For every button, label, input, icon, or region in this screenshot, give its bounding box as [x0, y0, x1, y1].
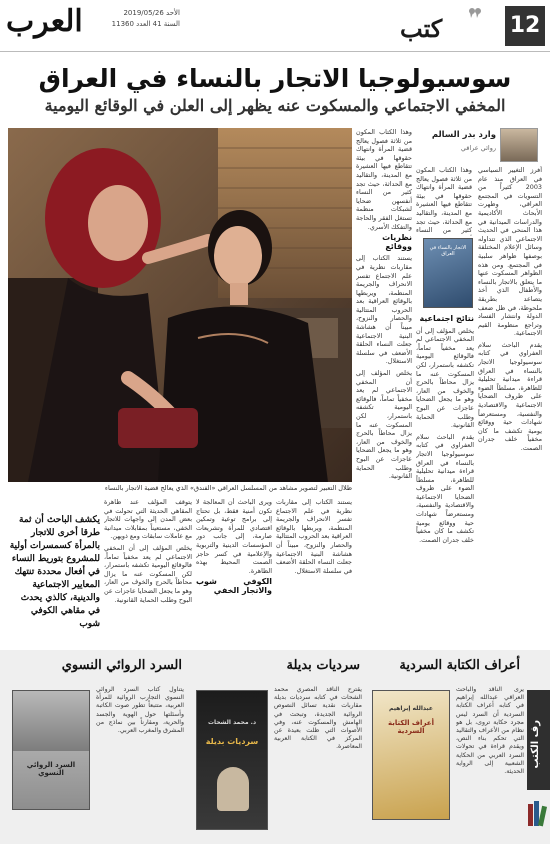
article-column-3	[356, 128, 412, 636]
bookshelf-tab	[527, 690, 550, 790]
article-paragraph: ويرى الباحث أن المعالجة لا تكون أمنية فقط، بل تحتاج إلى برامج توعية وتمكين اقتصادي للمرأة وتشريعات صارمة، إلى جانب دور المؤسسات الدينية والتربوية والإعلامية في كسر حاجز الصمت المحيط بهذه الظاهرة.	[196, 498, 272, 575]
issue-date: الأحد 2019/05/26	[123, 9, 180, 17]
section-subheading: نتائج اجتماعية	[419, 314, 474, 323]
book-cover-title: سرديات بديلة	[205, 737, 259, 746]
article-paragraph: يقدم الباحث سلام العفراوي في كتابه سوسيولوجيا الاتجار بالنساء في العراق قراءة ميدانية تحليلية للظاهرة، مسلطاً الضوء على ظروف الضحايا الاجتماعية والاقتصادية والنفسية، ومستعرضاً شهادات حية ووقائع يومية تكشف ما كان مخفياً خلف جدران الصمت.	[416, 432, 474, 544]
book-cover-1	[372, 690, 450, 820]
article-photo	[8, 128, 352, 482]
quote-icon	[468, 6, 482, 20]
author-role: روائي عراقي	[460, 144, 496, 152]
author-name: وارد بدر السالم	[431, 130, 496, 140]
article-column-2b	[416, 312, 474, 636]
book-cover-title: السرد الروائي النسوي	[26, 761, 76, 777]
makeup-scene-illustration	[8, 128, 352, 482]
bookshelf-text-2: يقترح الناقد المصري محمد الشحات في كتابه سرديات بديلة مقاربات نقدية تسائل النصوص الروائية الجديدة، وتبحث في الهامش والمسكوت عنه، وفي الأصوات التي ظلت بعيدة عن المركز في الكتابة العربية المعاصرة.	[274, 686, 362, 751]
article-paragraph: يستند الكتاب إلى مقاربات نظرية في علم الاجتماع تفسر الانحراف والجريمة المنظمة، ويربطها بالوقائع العراقية بعد الحروب المتتالية والحصار والنزوح، مبيناً أن هشاشة البنية الاجتماعية جعلت النساء الحلقة الأضعف في سلسلة الاستغلال.	[356, 254, 412, 366]
article-paragraph: يتوقف المؤلف عند ظاهرة المقاهي الحديثة التي تحولت في بعض المدن إلى واجهات للاتجار الخفي، مستعيناً بمقابلات ميدانية مع عاملات سابقات ومع ذويهن.	[104, 498, 192, 541]
book-cover-figure	[217, 767, 249, 811]
article-subhead: المخفي الاجتماعي والمسكوت عنه يظهر إلى العلن في الوقائع اليومية	[44, 96, 506, 115]
book-cover-author: د. محمد الشحات	[207, 719, 257, 726]
book-cover-title: الاتجار بالنساء في العراق	[429, 245, 467, 257]
masthead	[0, 0, 550, 52]
bookshelf-title-1: أعراف الكتابة السردية	[399, 658, 520, 673]
book-cover-3	[12, 690, 90, 810]
article-paragraph: وهذا الكتاب المكون من ثلاثة فصول يعالج قضية المرأة وانتهاك حقوقها في بيئة تتقاطع فيها العشيرة مع المدينة، والتقاليد مع الحداثة، حيث تجد كثير من النساء أنفسهن ضحايا لشبكات منظمة تستغل الفقر والحاجة والتفكك الأسري.	[356, 128, 412, 231]
article-headline: سوسيولوجيا الاتجار بالنساء في العراق	[38, 64, 512, 93]
book-cover-art	[13, 691, 89, 751]
book-cover-2	[196, 690, 268, 830]
bookshelf-title-2: سرديات بديلة	[286, 658, 360, 673]
pull-quote: يكشف الباحث أن ثمة طرقا أخرى للاتجار بالمرأة كسمسرات أولية للمشروع بتوريط النساء في أفعال محددة تنتهك المعايير الاجتماعية والدينية، كالذي يحدث في مقاهي الكوفي شوب	[9, 515, 100, 629]
books-icon	[526, 798, 550, 828]
issue-number: السنة 41 العدد 11360	[111, 20, 180, 28]
author-avatar	[500, 128, 538, 162]
section-subheading: نظريات ووقائع	[382, 233, 412, 251]
book-cover	[423, 238, 473, 308]
article-column-4	[276, 498, 352, 638]
article-paragraph: وهذا الكتاب المكون من ثلاثة فصول يعالج قضية المرأة وانتهاك حقوقها في بيئة تتقاطع فيها العشيرة مع المدينة، والتقاليد مع الحداثة، حيث تجد كثير من النساء	[416, 166, 472, 235]
article-column-6	[104, 498, 192, 638]
bookshelf-text-1: يرى الناقد والباحث العراقي عبدالله إبراهيم في كتابه أعراف الكتابة السردية أن السرد ليس مجرد حكاية تروى، بل هو نظام من الأعراف والتقاليد التي تحكم بناء النص، ويقدم قراءة في تحولات السرد العربي من الحكاية الشعبية إلى الرواية الحديثة.	[456, 686, 524, 776]
issue-info	[110, 8, 180, 30]
section-title: كتب	[400, 14, 443, 43]
article-column-2a	[416, 166, 472, 236]
article-paragraph: يستند الكتاب إلى مقاربات نظرية في علم الاجتماع تفسر الانحراف والجريمة المنظمة، ويربطها بالوقائع العراقية بعد الحروب المتتالية والحصار والنزوح، مبيناً أن هشاشة البنية الاجتماعية جعلت النساء الحلقة الأضعف في سلسلة الاستغلال.	[276, 498, 352, 575]
bookshelf-title-3: السرد الروائي النسوي	[61, 658, 182, 673]
section-subheading: الكوفي شوب والاتجار الخفي	[196, 577, 272, 595]
bookshelf-text-3: يتناول كتاب السرد الروائي النسوي التجارب الروائية للمرأة العربية، متتبعاً تطور صوت الكاتبة وأسئلتها حول الهوية والجسد والحرية، ومقارناً بين نماذج من المشرق والمغرب العربي.	[96, 686, 184, 735]
article-column-5	[196, 498, 272, 638]
article-paragraph: يقدم الباحث سلام العفراوي في كتابه سوسيولوجيا الاتجار بالنساء في العراق قراءة ميدانية تحليلية للظاهرة، مسلطاً الضوء على ظروف الضحايا الاجتماعية والاقتصادية والنفسية، ومستعرضاً شهادات حية ووقائع يومية تكشف ما كان مخفياً خلف جدران الصمت.	[478, 340, 542, 452]
book-cover-title: أعراف الكتابة السردية	[388, 719, 434, 735]
bookshelf-tab-label: رف الكتب	[530, 720, 541, 769]
article-paragraph: يخلص المؤلف إلى أن المخفي الاجتماعي لم يعد مخفياً تماماً، فالوقائع اليومية تكشفه باستمرار، لكن المسكوت عنه ما يزال محاطاً بالحرج والخوف من العار، وهو ما يجعل الضحايا عاجزات عن البوح وطلب الحماية القانونية.	[104, 543, 192, 604]
page-number: 12	[505, 6, 545, 46]
book-cover-author: عبدالله إبراهيم	[389, 705, 433, 712]
article-paragraph: يخلص المؤلف إلى أن المخفي الاجتماعي لم يعد مخفياً تماماً، فالوقائع اليومية تكشفه باستمرار، لكن المسكوت عنه ما يزال محاطاً بالحرج والخوف من العار، وهو ما يجعل الضحايا عاجزات عن البوح وطلب الحماية القانونية.	[356, 369, 412, 481]
newspaper-logo: العرب	[6, 4, 83, 39]
article-paragraph: يخلص المؤلف إلى أن المخفي الاجتماعي لم يعد مخفياً تماماً، فالوقائع اليومية تكشفه باستمرار، لكن المسكوت عنه ما يزال محاطاً بالحرج والخوف من العار، وهو ما يجعل الضحايا عاجزات عن البوح وطلب الحماية القانونية.	[416, 326, 474, 430]
article-paragraph: أفرز التغيير السياسي في العراق منذ عام 2003 كثيراً من التسويات في المجتمع العراقي، وظهرت الأبحاث الأكاديمية والدراسات الميدانية في هذا المنحى في الحديث الاجتماعي الذي تتداوله وسائل الإعلام المختلفة بوصفها ظواهر سلبية في المجتمع. ومن هذه الظواهر المسكوت عنها ما يتعلق بالاتجار بالنساء والأطفال الذي أخذ يتصاعد بطريقة ملحوظة، في ظل ضعف الدولة وانتشار الفساد وتراجع منظومة القيم الاجتماعية.	[478, 166, 542, 338]
photo-caption: ظلال التعبير لتصوير مشاهد من المسلسل العراقي «الفندق» الذي يعالج قضية الاتجار بالنساء	[104, 484, 352, 492]
article-column-1	[478, 166, 542, 636]
